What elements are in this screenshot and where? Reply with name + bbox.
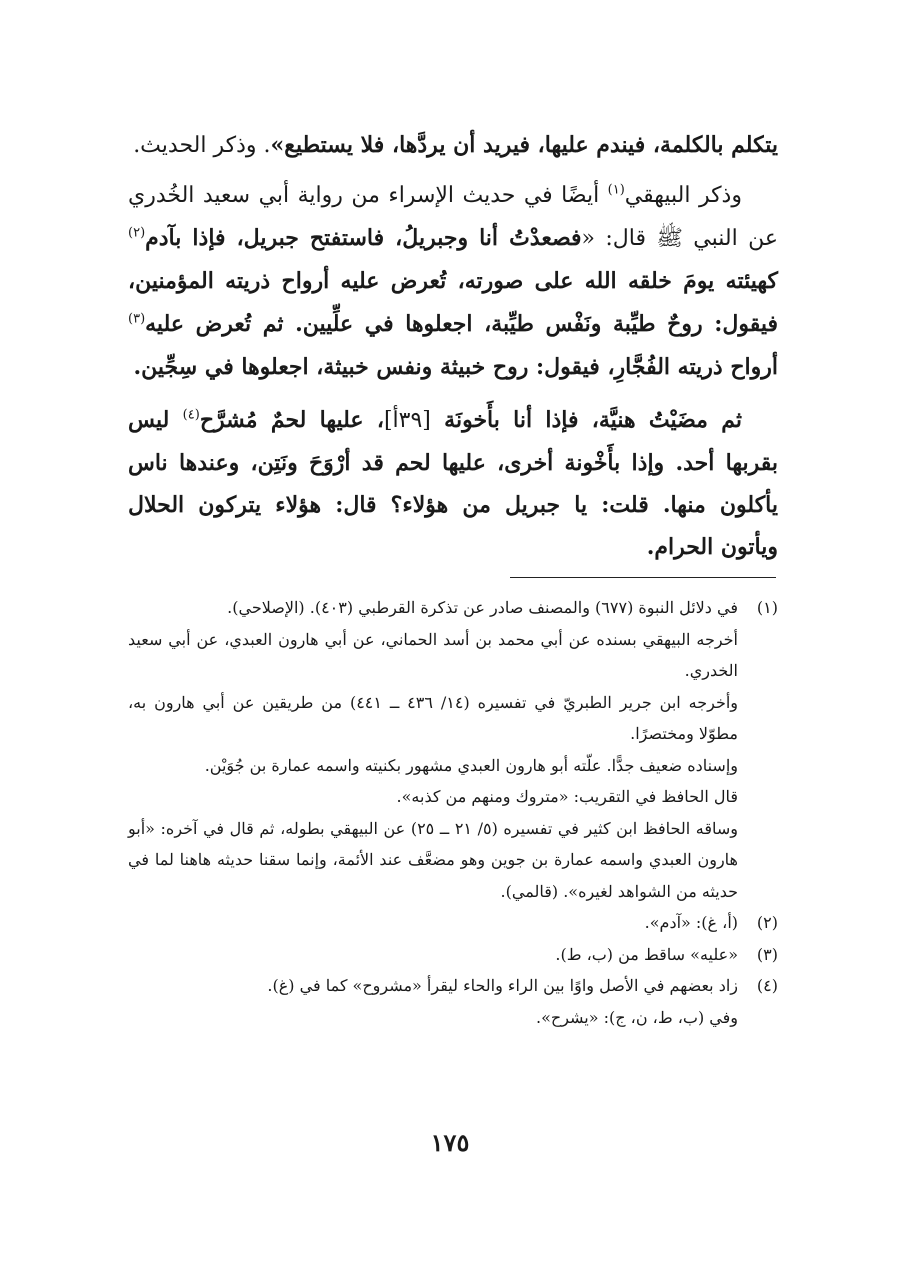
hadith-text: فصعدْتُ أنا وجبريلُ، فاستفتح جبريل، فإذا بآدم: [145, 225, 582, 251]
footnote-line: وفي (ب، ط، ن، ج): «يشرح».: [536, 1007, 738, 1027]
paragraph-3: [128, 399, 778, 568]
footnote-line: وإسناده ضعيف جدًّا. علّته أبو هارون العبدي مشهور بكنيته واسمه عمارة بن جُوَيْن.: [204, 755, 738, 775]
footnote-line: زاد بعضهم في الأصل واوًا بين الراء والحاء ليقرأ «مشروح» كما في (غ).: [267, 976, 738, 995]
footnote-4: [128, 970, 778, 1033]
hadith-text: ثم مضَيْتُ هنيَّة، فإذا أنا بأَخونَة: [430, 407, 742, 433]
footnote-line: أخرجه البيهقي بسنده عن أبي محمد بن أسد الحماني، عن أبي هارون العبدي، عن أبي سعيد الخدري.: [128, 629, 738, 680]
paragraph-2: [128, 175, 778, 389]
footnote-line: (أ، غ): «آدم».: [644, 913, 738, 932]
narrative-text: وذكر البيهقي: [624, 183, 742, 208]
footnote-separator: [510, 577, 776, 578]
hadith-text: يتكلم بالكلمة، فيندم عليها، فيريد أن يردَّها، فلا يستطيع»: [270, 132, 778, 158]
manuscript-folio-marker: [٣٩أ]: [383, 408, 431, 433]
paragraph-1: [128, 124, 778, 167]
narrative-text: . وذكر الحديث.: [133, 133, 271, 158]
narrative-text: أيضًا في حديث الإسراء من رواية أبي سعيد الخُدري عن النبي ﷺ قال: «: [128, 183, 778, 251]
footnote-number: (١): [756, 598, 778, 617]
main-text: [128, 124, 778, 578]
hadith-text: كهيئته يومَ خلقه الله على صورته، تُعرض عليه أرواح ذريته المؤمنين، فيقول: روحٌ طيِّبة ونَفْس طيِّبة، اجعلوها في علِّيين. ثم تُعرض عليه: [128, 268, 778, 337]
footnote-line: وساقه الحافظ ابن كثير في تفسيره (٥/ ٢١ ــ ٢٥) عن البيهقي بطوله، ثم قال في آخره: «أبو هارون العبدي واسمه عمارة بن جوين وهو مضعَّف عند الأئمة، وإنما سقنا حديثه هاهنا لما في حديثه من الشواهد لغيره». (قالمي).: [128, 818, 739, 901]
page-number: ١٧٥: [430, 1128, 470, 1157]
footnote-2: [128, 907, 778, 939]
footnote-number: (٣): [756, 944, 778, 964]
footnote-line: وأخرجه ابن جرير الطبريّ في تفسيره (١٤/ ٤٣٦ ــ ٤٤١) من طريقين عن أبي هارون به، مطوّلا ومختصرًا.: [128, 692, 739, 743]
footnote-number: (٢): [756, 913, 778, 932]
hadith-text: أرواح ذريته الفُجَّارِ، فيقول: روح خبيثة ونفس خبيثة، اجعلوها في سِجِّين.: [133, 354, 778, 380]
footnotes: [128, 592, 778, 1033]
footnote-ref-4[interactable]: (٤): [182, 407, 200, 423]
footnote-number: (٤): [756, 976, 778, 995]
footnote-1: [128, 592, 778, 907]
footnote-ref-3[interactable]: (٣): [128, 311, 146, 327]
hadith-text: ، عليها لحمٌ مُشرَّح: [199, 407, 384, 433]
hadith-text: ليس بقربها أحد. وإذا بأَخْونة أخرى، عليها لحم قد أرْوَحَ ونَتِن، وعندها ناس يأكلون منها. قلت: يا جبريل من هؤلاء؟ قال: هؤلاء يتركون الحلال ويأتون الحرام.: [128, 407, 778, 560]
footnote-ref-1[interactable]: (١): [607, 182, 625, 198]
footnote-ref-2[interactable]: (٢): [128, 225, 146, 241]
footnote-line: في دلائل النبوة (٦٧٧) والمصنف صادر عن تذكرة القرطبي (٤٠٣). (الإصلاحي).: [227, 598, 738, 617]
footnote-3: [128, 939, 778, 971]
footnote-line: قال الحافظ في التقريب: «متروك ومنهم من كذبه».: [396, 787, 738, 806]
footnote-line: «عليه» ساقط من (ب، ط).: [555, 944, 738, 964]
